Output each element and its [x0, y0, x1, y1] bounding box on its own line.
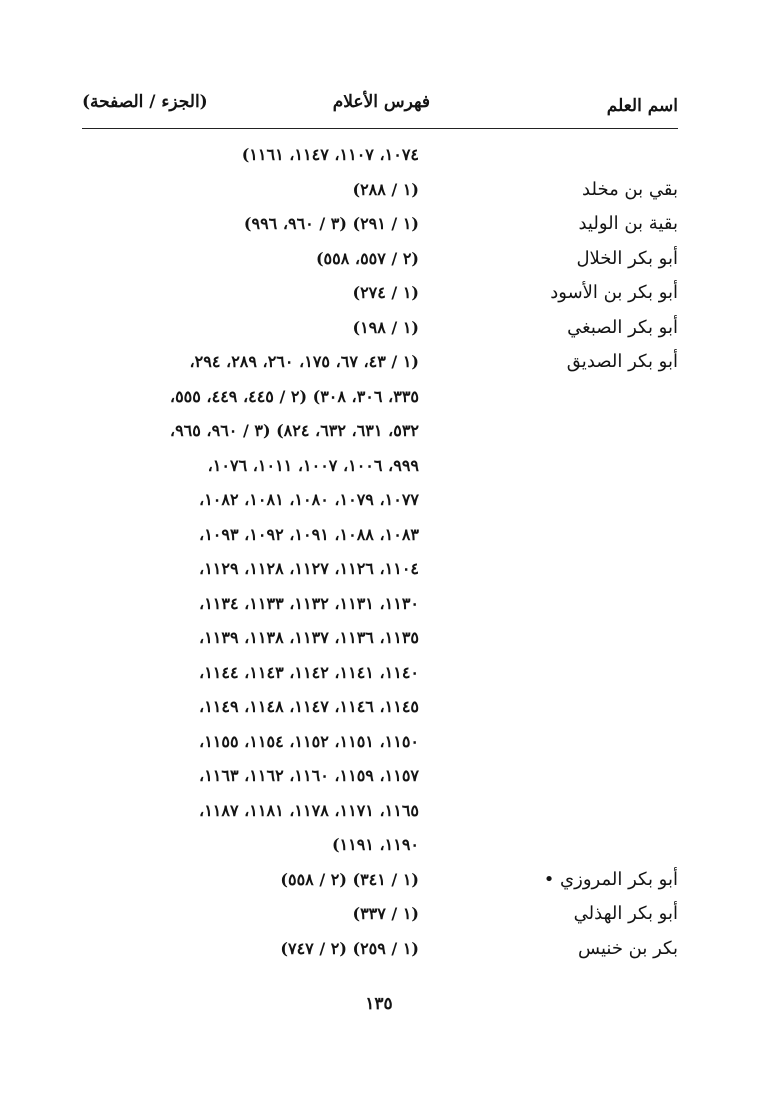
- reference-line: (١ / ٢٥٩) (٢ / ٧٤٧): [280, 938, 419, 958]
- index-entry: [82, 276, 678, 311]
- person-name: بقية بن الوليد: [578, 213, 678, 234]
- reference-line: (١ / ٣٣٧): [352, 904, 419, 923]
- person-name: أبو بكر المروزي •: [543, 868, 678, 890]
- reference-line: (٢ / ٥٥٧، ٥٥٨): [315, 248, 419, 268]
- person-name: أبو بكر بن الأسود: [550, 282, 678, 303]
- index-entry: [82, 242, 678, 277]
- header-rule: [82, 128, 678, 129]
- reference-line: ٩٩٩، ١٠٠٦، ١٠٠٧، ١٠١١، ١٠٧٦،: [207, 455, 419, 475]
- person-name: أبو بكر الصديق: [566, 351, 678, 372]
- page-references: [82, 311, 419, 346]
- index-entry: [82, 897, 678, 932]
- page-header: [82, 92, 678, 122]
- index-entry: [82, 173, 678, 208]
- page-references: [82, 173, 419, 208]
- page-references: [82, 932, 419, 967]
- reference-line: ١١٠٤، ١١٢٦، ١١٢٧، ١١٢٨، ١١٢٩،: [199, 559, 419, 578]
- reference-line: ٣٣٥، ٣٠٦، ٣٠٨) (٢ / ٤٤٥، ٤٤٩، ٥٥٥،: [169, 386, 419, 406]
- page-references: [82, 242, 419, 277]
- page-references: [82, 207, 419, 242]
- reference-line: (١ / ٤٣، ٦٧، ١٧٥، ٢٦٠، ٢٨٩، ٢٩٤،: [189, 352, 419, 371]
- person-name: أبو بكر الخلال: [576, 247, 678, 269]
- person-name: بكر بن خنيس: [578, 937, 678, 959]
- page-references: [82, 138, 419, 173]
- reference-line: (١ / ١٩٨): [352, 317, 419, 337]
- reference-line: ١١٤٥، ١١٤٦، ١١٤٧، ١١٤٨، ١١٤٩،: [199, 697, 419, 716]
- reference-line: ١٠٧٤، ١١٠٧، ١١٤٧، ١١٦١): [241, 145, 419, 164]
- reference-line: ١١٤٠، ١١٤١، ١١٤٢، ١١٤٣، ١١٤٤،: [199, 662, 419, 682]
- reference-line: ١١٥٠، ١١٥١، ١١٥٢، ١١٥٤، ١١٥٥،: [199, 731, 419, 751]
- index-entry: [82, 311, 678, 346]
- page-references: [82, 276, 419, 311]
- reference-line: ٥٣٢، ٦٣١، ٦٣٢، ٨٢٤) (٣ / ٩٦٠، ٩٦٥،: [169, 421, 419, 440]
- reference-line: ١٠٨٣، ١٠٨٨، ١٠٩١، ١٠٩٢، ١٠٩٣،: [199, 524, 419, 544]
- index-entry: [82, 932, 678, 967]
- person-name: أبو بكر الصبغي: [567, 316, 678, 338]
- reference-line: (١ / ٣٤١) (٢ / ٥٥٨): [280, 869, 419, 889]
- reference-line: ١١٣٠، ١١٣١، ١١٣٢، ١١٣٣، ١١٣٤،: [199, 593, 419, 613]
- page-number: ١٣٥: [365, 994, 393, 1014]
- name-column-heading: اسم العلم: [606, 96, 678, 116]
- index-entry: [82, 207, 678, 242]
- reference-line: ١١٦٥، ١١٧١، ١١٧٨، ١١٨١، ١١٨٧،: [199, 800, 419, 820]
- reference-line: ١١٩٠، ١١٩١): [331, 835, 419, 854]
- reference-line: ١١٣٥، ١١٣٦، ١١٣٧، ١١٣٨، ١١٣٩،: [199, 628, 419, 647]
- index-entry: [82, 863, 678, 898]
- index-entries: [82, 138, 678, 966]
- reference-line: ١١٥٧، ١١٥٩، ١١٦٠، ١١٦٢، ١١٦٣،: [199, 766, 419, 785]
- page-references: [82, 345, 419, 863]
- page-references: [82, 897, 419, 932]
- person-name: [502, 138, 678, 173]
- index-entry: [82, 345, 678, 863]
- person-name: أبو بكر الهذلي: [573, 903, 678, 924]
- page-title: فهرس الأعلام: [332, 92, 430, 112]
- index-entry: [82, 138, 678, 173]
- reference-column-heading: (الجزء / الصفحة): [82, 92, 208, 112]
- reference-line: ١٠٧٧، ١٠٧٩، ١٠٨٠، ١٠٨١، ١٠٨٢،: [199, 490, 419, 509]
- reference-line: (١ / ٢٨٨): [352, 179, 419, 199]
- reference-line: (١ / ٢٩١) (٣ / ٩٦٠، ٩٩٦): [243, 214, 419, 233]
- reference-line: (١ / ٢٧٤): [352, 283, 419, 302]
- page-references: [82, 863, 419, 898]
- person-name: بقي بن مخلد: [582, 178, 678, 200]
